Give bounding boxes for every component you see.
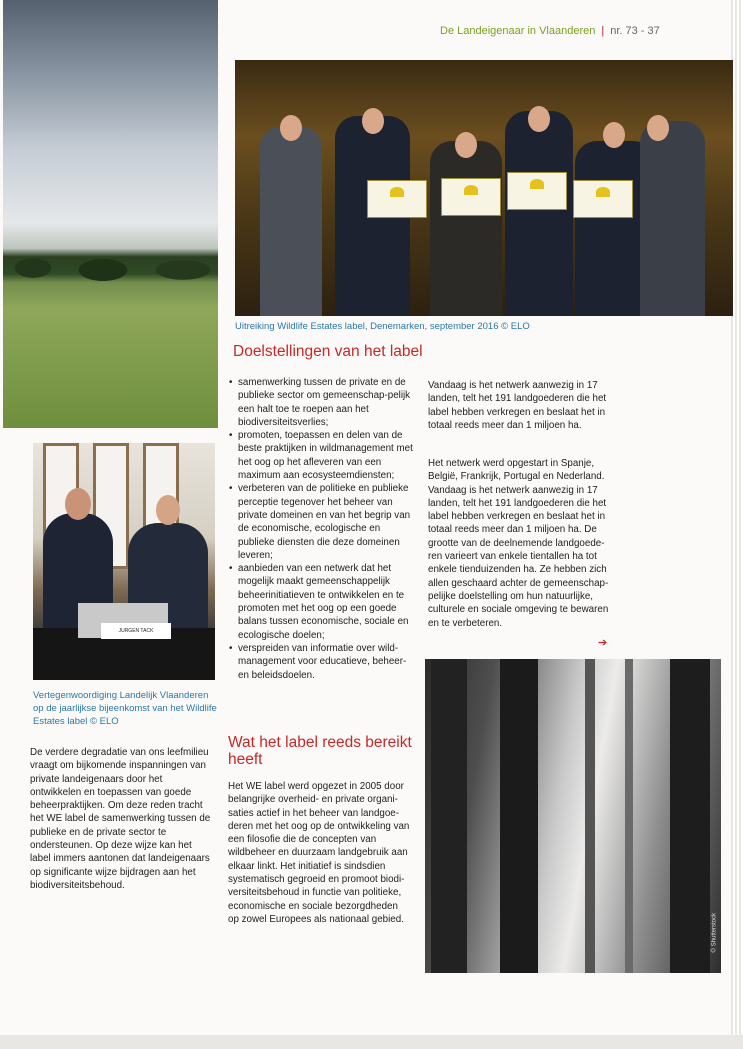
list-item: • verbeteren van de politieke en publieke perceptie tegenover het beheer van private domeinen en van het begrip van de economische, ecologische en publieke diensten die deze domeinen leveren; xyxy=(229,482,416,562)
intro-paragraph: De verdere degradatie van ons leefmilieu vraagt om bijkomende inspanningen van private landeigenaars door het ontwikkelen en toepassen van goede beheerpraktijken. Om deze reden tracht het WE label de samenwerking tussen de publieke en de private sector te ondersteunen. Op deze wijze kan het label immers aantonen dat landeigenaars op significante wijze bijdragen aan het biodiversiteitsbehoud. xyxy=(30,747,211,891)
person-head xyxy=(280,115,302,141)
meeting-caption: Vertegenwoordiging Landelijk Vlaanderen op de jaarlijkse bijeenkomst van het Wildlife Estates label © ELO xyxy=(33,690,217,727)
list-item: • aanbieden van een netwerk dat het mogelijk maakt gemeenschappelijk beheerinitiatieven te ontwikkelen en te promoten met het oog op een goede balans tussen economische, sociale en ecologische doelen; xyxy=(229,562,416,642)
award-ceremony-photo xyxy=(235,60,733,316)
photo-credit: © Shutterstock xyxy=(711,913,717,953)
list-item: • verspreiden van informatie over wild-management voor educatieve, beheer- en beleidsdoelen. xyxy=(229,642,416,682)
tree-trunk xyxy=(500,659,538,973)
person xyxy=(430,141,502,316)
tree-trunk xyxy=(585,659,595,973)
meeting-photo xyxy=(33,443,215,680)
person xyxy=(640,121,705,316)
certificate xyxy=(367,180,427,218)
certificate xyxy=(507,172,567,210)
magazine-title: De Landeigenaar in Vlaanderen xyxy=(440,25,596,37)
person-head xyxy=(528,106,550,132)
person-head xyxy=(362,108,384,134)
objectives-list xyxy=(229,376,416,682)
right-arrow-icon: ➔ xyxy=(598,637,608,649)
certificate xyxy=(441,178,501,216)
header-separator: | xyxy=(601,25,605,37)
tree-trunk xyxy=(625,659,633,973)
list-item: • promoten, toepassen en delen van de beste praktijken in wildmanagement met het oog op het afleveren van een maximum aan ecosysteemdiensten; xyxy=(229,429,416,482)
section-title-bereikt: Wat het label reeds bereikt heeft xyxy=(228,734,412,768)
person xyxy=(505,111,573,316)
person-head xyxy=(603,122,625,148)
person-head xyxy=(455,132,477,158)
page-bottom xyxy=(0,1035,743,1049)
section-title-doelstellingen: Doelstellingen van het label xyxy=(233,343,423,360)
tree-trunk xyxy=(670,659,710,973)
ceremony-caption: Uitreiking Wildlife Estates label, Denemarken, september 2016 © ELO xyxy=(235,321,530,332)
certificate xyxy=(573,180,633,218)
list-item: • samenwerking tussen de private en de publieke sector om gemeenschap-pelijk een halt toe te roepen aan het biodiversiteitsverlies; xyxy=(229,376,416,429)
treeline xyxy=(3,248,218,288)
landscape-photo xyxy=(3,0,218,428)
issue-number: nr. 73 - 37 xyxy=(610,25,660,37)
panelist-head xyxy=(156,495,180,525)
running-header xyxy=(440,25,660,37)
network-paragraph-2: Het netwerk werd opgestart in Spanje, België, Frankrijk, Portugal en Nederland. Vandaag is het netwerk aanwezig in 17 landen, telt het 191 landgoederen die het label hebben verkregen en beslaat het in totaal reeds meer dan 1 miljoen ha. De grootte van de deelnemende landgoede-ren varieert van enkele tientallen ha tot enkele tienduizenden ha. Ze hebben zich allen geschaard achter de gemeenschap-pelijke doelstelling om hun natuurlijke, culturele en sociale omgeving te bewaren en te verbeteren. xyxy=(428,458,609,629)
name-plate: JURGEN TACK xyxy=(101,623,171,639)
network-paragraph-1: Vandaag is het netwerk aanwezig in 17 landen, telt het 191 landgoederen die het label hebben verkregen en beslaat het in totaal reeds meer dan 1 miljoen ha. xyxy=(428,380,607,431)
tree-trunk xyxy=(431,659,467,973)
speaker-head xyxy=(65,488,91,520)
person-head xyxy=(647,115,669,141)
forest-photo xyxy=(425,659,721,973)
achievements-paragraph: Het WE label werd opgezet in 2005 door belangrijke overheid- en private organi-saties actief in het beheer van landgoe-deren met het oog op de ontwikkeling van een filosofie die de concepten van wildbeheer en duurzaam landgebruik aan elkaar linkt. Het initiatief is sindsdien systematisch gegroeid en promoot biodi-versiteitsbehoud in functie van politieke, economische en sociale bezorgdheden op zowel Europees als nationaal gebied. xyxy=(228,781,410,925)
person xyxy=(260,126,322,316)
